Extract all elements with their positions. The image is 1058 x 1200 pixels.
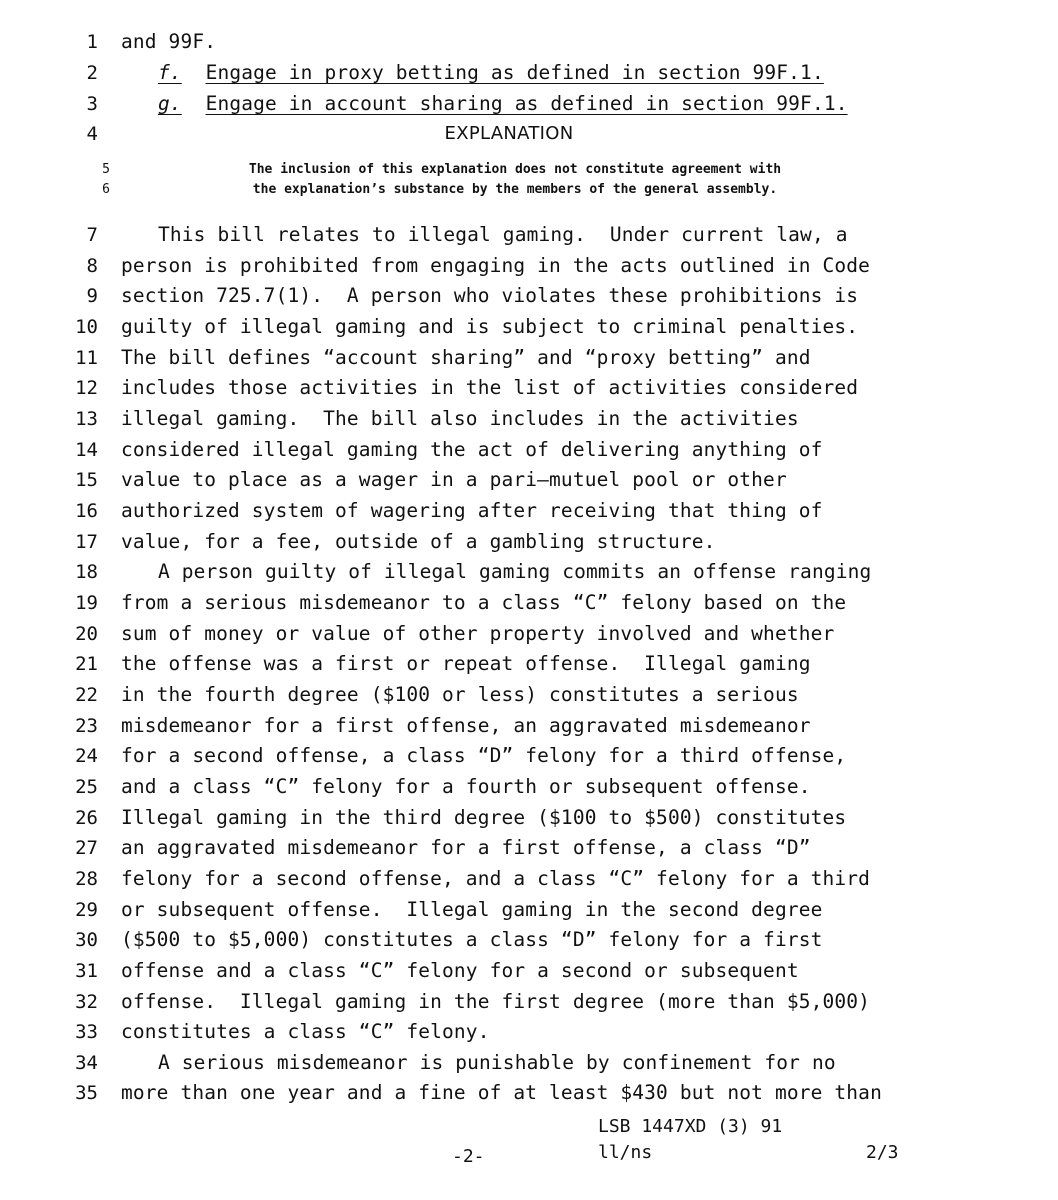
line-number: 34 bbox=[75, 1052, 98, 1074]
line-text: offense and a class “C” felony for a second or subsequent bbox=[121, 959, 799, 982]
line-number: 14 bbox=[75, 439, 98, 461]
spacer bbox=[182, 92, 206, 115]
footer-lsb: LSB 1447XD (3) 91 bbox=[598, 1116, 783, 1137]
line-number: 26 bbox=[75, 807, 98, 829]
line-text: and 99F. bbox=[121, 30, 217, 53]
spacer bbox=[182, 61, 206, 84]
footer-page-of: 2/3 bbox=[866, 1142, 899, 1163]
line-number: 28 bbox=[75, 868, 98, 890]
line-text: considered illegal gaming the act of delivering anything of bbox=[121, 438, 823, 461]
line-text: more than one year and a fine of at least $430 but not more than bbox=[121, 1081, 882, 1104]
line-number: 1 bbox=[86, 31, 98, 53]
line-number: 25 bbox=[75, 776, 98, 798]
line-number: 4 bbox=[86, 123, 98, 145]
line-number: 27 bbox=[75, 837, 98, 859]
line-number: 7 bbox=[86, 224, 98, 246]
line-number: 5 bbox=[102, 162, 110, 177]
line-text: A serious misdemeanor is punishable by confinement for no bbox=[158, 1051, 836, 1074]
line-text: from a serious misdemeanor to a class “C” felony based on the bbox=[121, 591, 847, 614]
line-number: 23 bbox=[75, 715, 98, 737]
line-text: an aggravated misdemeanor for a first offense, a class “D” bbox=[121, 836, 811, 859]
line-number: 35 bbox=[75, 1082, 98, 1104]
line-number: 13 bbox=[75, 408, 98, 430]
line-number: 16 bbox=[75, 500, 98, 522]
line-text: section 725.7(1). A person who violates these prohibitions is bbox=[121, 284, 859, 307]
line-text: or subsequent offense. Illegal gaming in the second degree bbox=[121, 898, 823, 921]
line-number: 2 bbox=[86, 62, 98, 84]
disclaimer-text: The inclusion of this explanation does not constitute agreement with bbox=[248, 162, 782, 177]
footer-initials: ll/ns bbox=[598, 1142, 653, 1163]
line-number: 31 bbox=[75, 960, 98, 982]
explanation-heading: EXPLANATION bbox=[444, 123, 574, 144]
line-number: 18 bbox=[75, 561, 98, 583]
line-number: 8 bbox=[86, 255, 98, 277]
line-text: for a second offense, a class “D” felony for a third offense, bbox=[121, 744, 847, 767]
line-number: 17 bbox=[75, 531, 98, 553]
line-number: 30 bbox=[75, 929, 98, 951]
line-text: in the fourth degree ($100 or less) constitutes a serious bbox=[121, 683, 799, 706]
line-text: includes those activities in the list of activities considered bbox=[121, 376, 859, 399]
line-text: offense. Illegal gaming in the first degree (more than $5,000) bbox=[121, 990, 871, 1013]
line-text: A person guilty of illegal gaming commits an offense ranging bbox=[158, 560, 872, 583]
amendment-text: Engage in account sharing as defined in section 99F.1. bbox=[205, 92, 848, 115]
line-text: felony for a second offense, and a class “C” felony for a third bbox=[121, 867, 871, 890]
line-text: guilty of illegal gaming and is subject to criminal penalties. bbox=[121, 315, 859, 338]
line-text: and a class “C” felony for a fourth or subsequent offense. bbox=[121, 775, 811, 798]
line-number: 33 bbox=[75, 1021, 98, 1043]
paragraph-letter: g. bbox=[158, 92, 182, 115]
line-text: the offense was a first or repeat offense. Illegal gaming bbox=[121, 652, 811, 675]
line-text: illegal gaming. The bill also includes in the activities bbox=[121, 407, 799, 430]
line-number: 29 bbox=[75, 899, 98, 921]
line-text: sum of money or value of other property involved and whether bbox=[121, 622, 835, 645]
line-text: ($500 to $5,000) constitutes a class “D” felony for a first bbox=[121, 928, 823, 951]
amendment-line bbox=[121, 89, 848, 119]
line-number: 21 bbox=[75, 653, 98, 675]
line-number: 20 bbox=[75, 623, 98, 645]
line-text: misdemeanor for a first offense, an aggravated misdemeanor bbox=[121, 714, 811, 737]
line-number: 11 bbox=[75, 347, 98, 369]
line-text: constitutes a class “C” felony. bbox=[121, 1020, 490, 1043]
line-number: 3 bbox=[86, 93, 98, 115]
line-number: 12 bbox=[75, 377, 98, 399]
line-text: This bill relates to illegal gaming. Under current law, a bbox=[158, 223, 848, 246]
line-text: person is prohibited from engaging in the acts outlined in Code bbox=[121, 254, 871, 277]
line-number: 19 bbox=[75, 592, 98, 614]
line-number: 32 bbox=[75, 991, 98, 1013]
amendment-text: Engage in proxy betting as defined in section 99F.1. bbox=[205, 61, 824, 84]
line-text: Illegal gaming in the third degree ($100 to $500) constitutes bbox=[121, 806, 847, 829]
line-number: 24 bbox=[75, 745, 98, 767]
line-text: value, for a fee, outside of a gambling structure. bbox=[121, 530, 716, 553]
disclaimer-text: the explanation’s substance by the members of the general assembly. bbox=[252, 182, 778, 197]
line-text: value to place as a wager in a pari–mutuel pool or other bbox=[121, 468, 787, 491]
paragraph-letter: f. bbox=[158, 61, 182, 84]
line-number: 10 bbox=[75, 316, 98, 338]
footer-page-number: -2- bbox=[452, 1146, 485, 1167]
line-number: 22 bbox=[75, 684, 98, 706]
line-text: authorized system of wagering after receiving that thing of bbox=[121, 499, 823, 522]
line-text: The bill defines “account sharing” and “proxy betting” and bbox=[121, 346, 811, 369]
line-number: 9 bbox=[86, 285, 98, 307]
line-number: 6 bbox=[102, 182, 110, 197]
amendment-line bbox=[121, 58, 824, 88]
line-number: 15 bbox=[75, 469, 98, 491]
